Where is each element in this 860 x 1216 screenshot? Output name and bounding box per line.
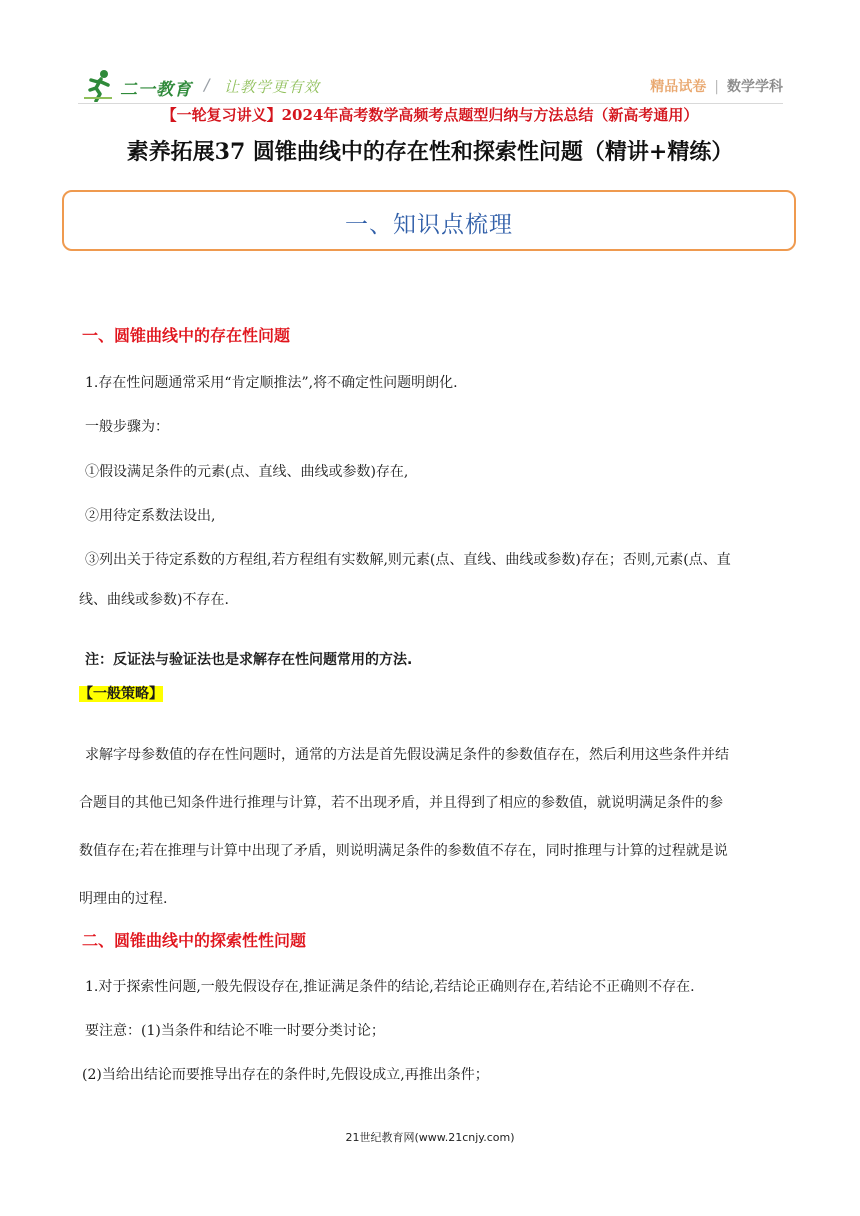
header-subject: 数学学科: [727, 79, 783, 95]
document-subtitle: 【一轮复习讲义】2024年高考数学高频考点题型归纳与方法总结（新高考通用）: [161, 106, 699, 124]
strategy-tag: [79, 683, 163, 703]
section1-para-1: 1.存在性问题通常采用“肯定顺推法”,将不确定性问题明朗化.: [85, 375, 458, 391]
document-title: 素养拓展37 圆锥曲线中的存在性和探索性问题（精讲+精练）: [126, 139, 734, 165]
strategy-tag-highlight: 【一般策略】: [79, 686, 163, 702]
section-title-box: [62, 190, 796, 251]
brand-logo: [82, 68, 200, 102]
section-title-box-text: 一、知识点梳理: [345, 212, 513, 238]
header-slogan: 让教学更有效: [224, 78, 321, 96]
logo-text: 二一教育: [120, 80, 192, 100]
section1-step-1: ①假设满足条件的元素(点、直线、曲线或参数)存在,: [85, 464, 409, 480]
strategy-line-4: 明理由的过程.: [79, 891, 168, 907]
header-separator: |: [714, 79, 719, 95]
section2-para-3: (2)当给出结论而要推导出存在的条件时,先假设成立,再推出条件；: [82, 1067, 489, 1083]
header-category: 精品试卷: [650, 79, 707, 95]
section1-step-3-cont: 线、曲线或参数)不存在.: [79, 592, 229, 608]
strategy-line-1: 求解字母参数值的存在性问题时，通常的方法是首先假设满足条件的参数值存在，然后利用这些条件并结: [85, 747, 729, 763]
header-slash: /: [204, 75, 210, 94]
page-header: [78, 66, 783, 104]
runner-logo-icon: [82, 68, 118, 102]
section2-heading: 二、圆锥曲线中的探索性性问题: [82, 931, 307, 950]
page-footer: 21世纪教育网(www.21cnjy.com): [345, 1131, 515, 1144]
section1-para-2: 一般步骤为：: [85, 419, 169, 435]
section1-step-2: ②用待定系数法设出,: [85, 508, 216, 524]
section2-para-1: 1.对于探索性问题,一般先假设存在,推证满足条件的结论,若结论正确则存在,若结论不正确则不存在.: [85, 979, 695, 995]
section1-step-3: ③列出关于待定系数的方程组,若方程组有实数解,则元素(点、直线、曲线或参数)存在；否则,元素(点、直: [85, 552, 731, 568]
strategy-line-3: 数值存在;若在推理与计算中出现了矛盾，则说明满足条件的参数值不存在，同时推理与计算的过程就是说: [79, 843, 728, 859]
section2-para-2: 要注意：(1)当条件和结论不唯一时要分类讨论；: [85, 1023, 385, 1039]
strategy-line-2: 合题目的其他已知条件进行推理与计算，若不出现矛盾，并且得到了相应的参数值，就说明满足条件的参: [79, 795, 723, 811]
section1-note: 注：反证法与验证法也是求解存在性问题常用的方法.: [85, 652, 413, 668]
header-right: [650, 76, 783, 96]
section1-heading: 一、圆锥曲线中的存在性问题: [82, 326, 291, 345]
